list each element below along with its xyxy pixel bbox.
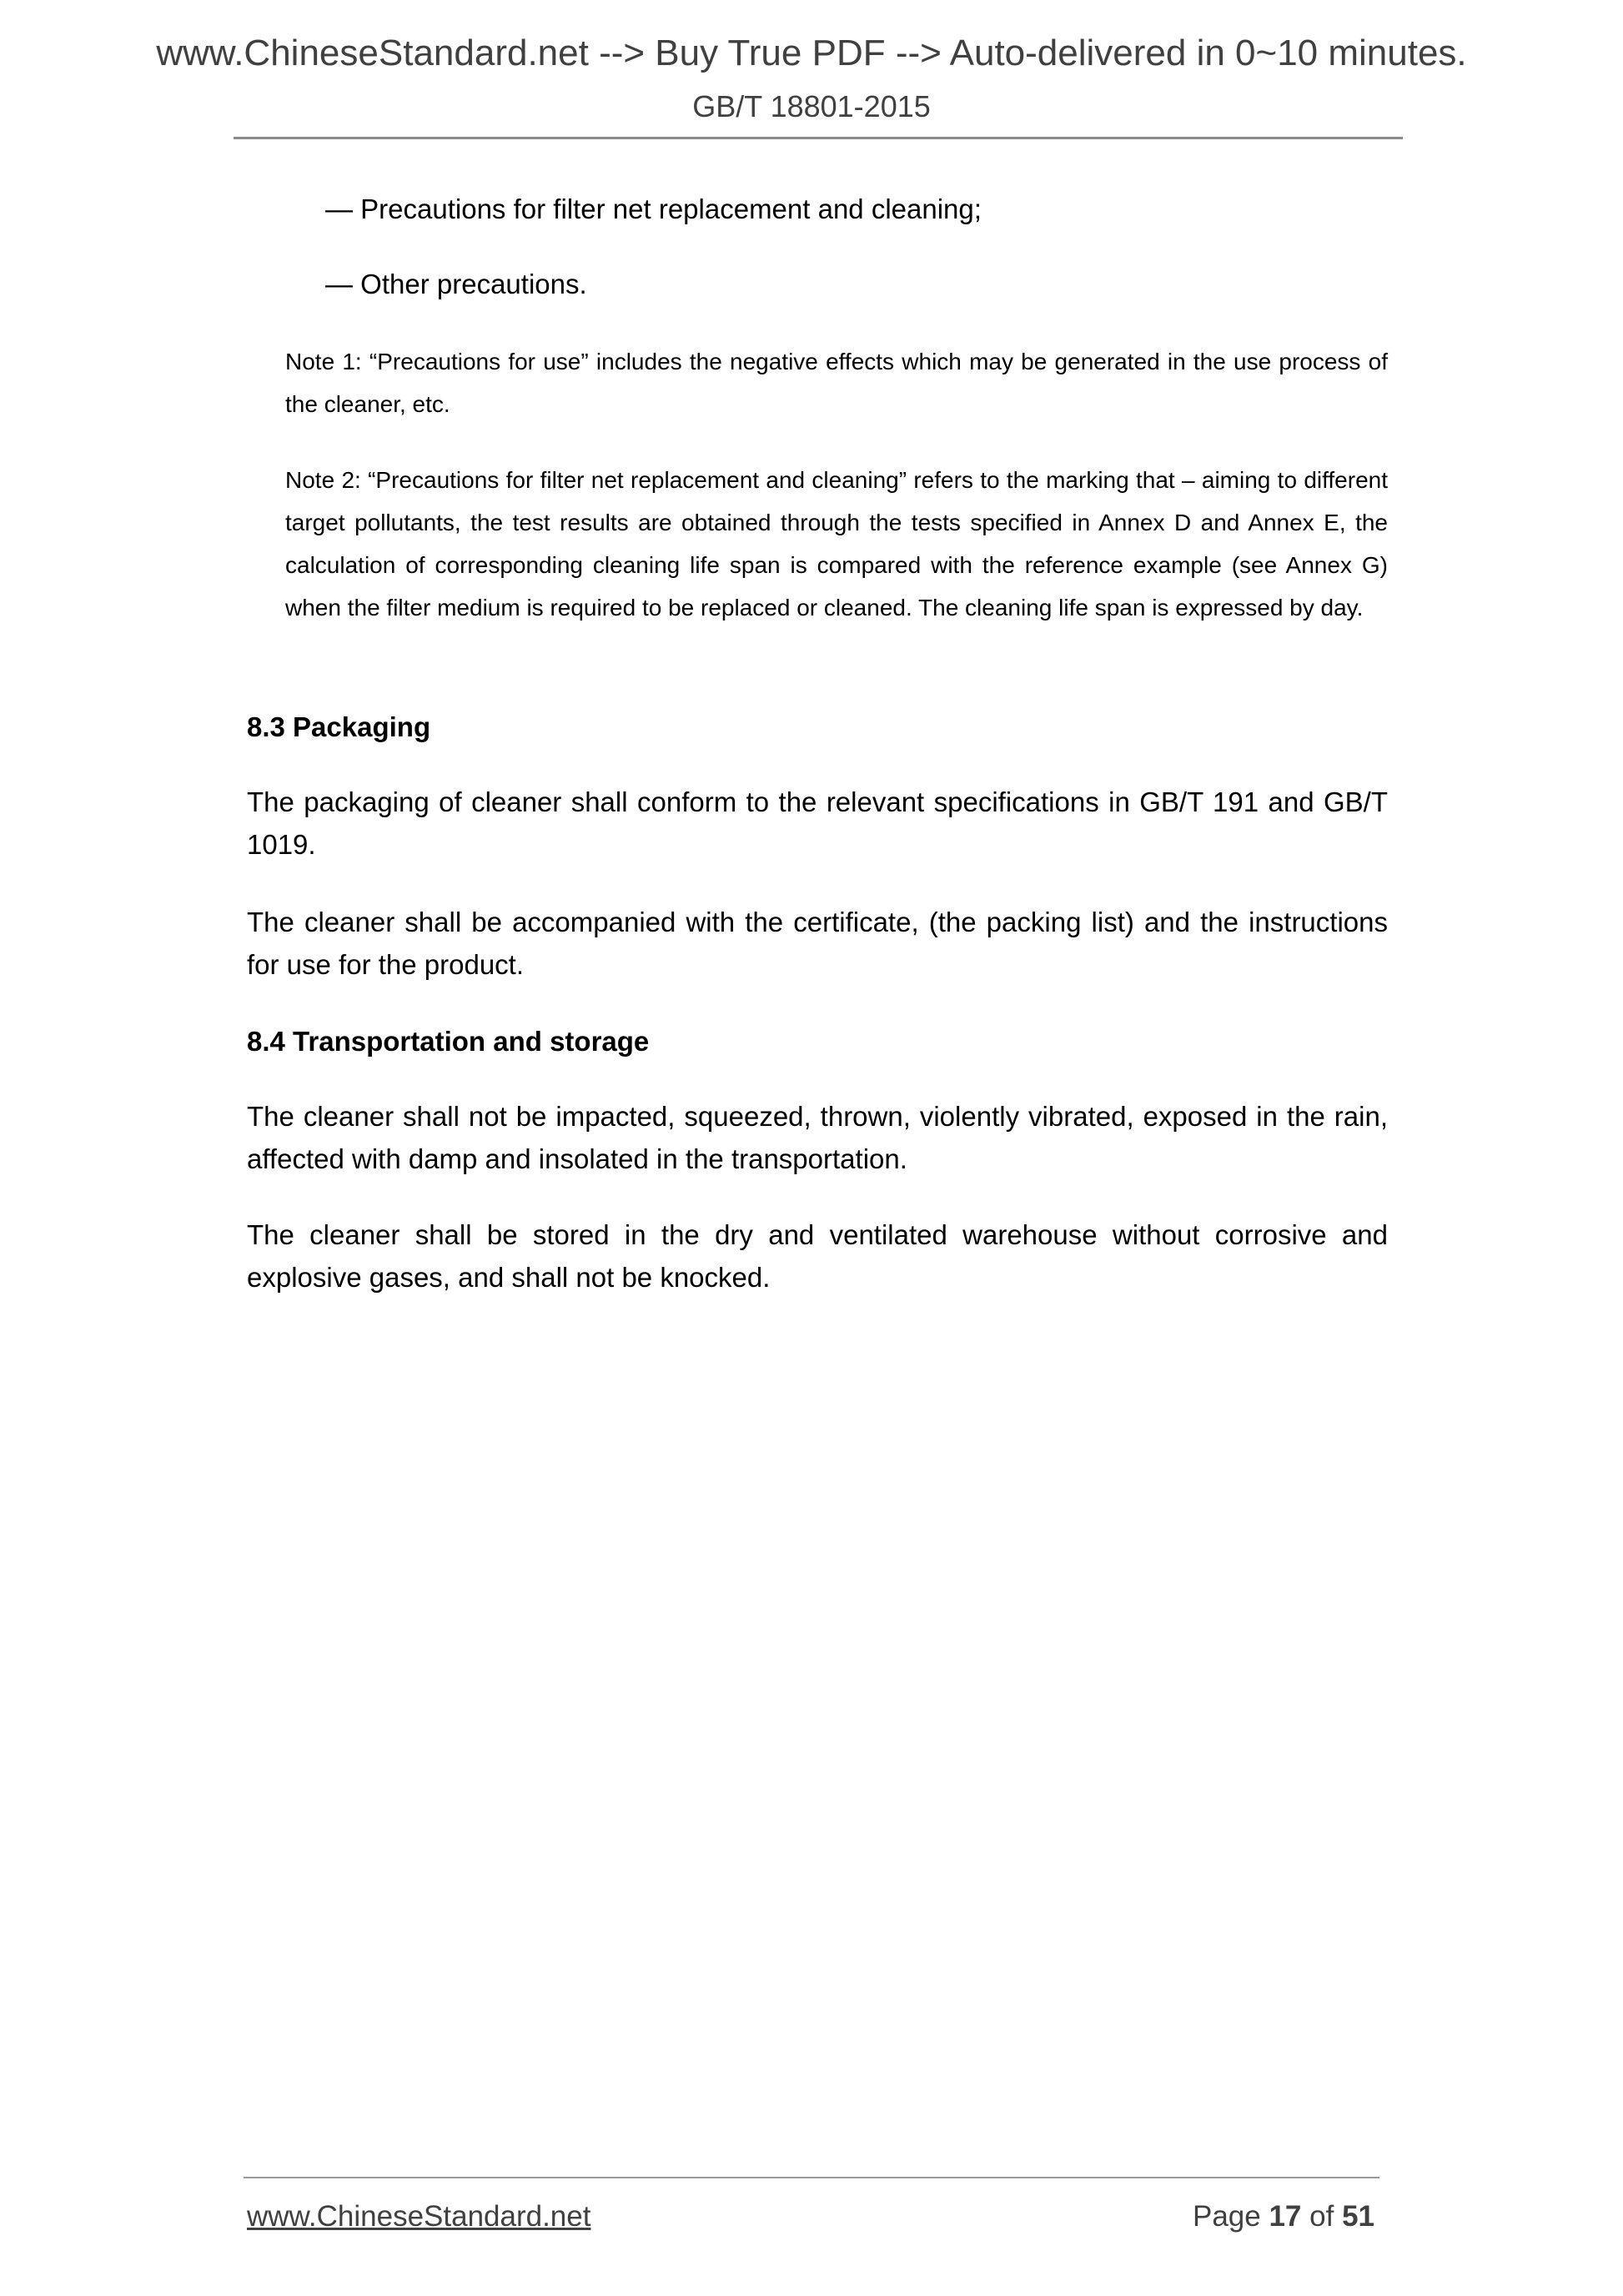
- page-of: of: [1309, 2200, 1334, 2233]
- header-standard-code: GB/T 18801-2015: [692, 89, 931, 123]
- note-2: Note 2: “Precautions for filter net replacement and cleaning” refers to the marking that – aiming to different target pollutants, the test results are obtained through the tests specified in Annex D and Annex E, the calculation of corresponding cleaning life span is compared with the reference example (see Annex G) when the filter medium is required to be replaced or cleaned. The cleaning life span is expressed by day.: [285, 467, 1388, 620]
- paragraph: The packaging of cleaner shall conform to the relevant specifications in GB/T 191 and GB/T 1019.: [247, 786, 1388, 860]
- header-site-banner: www.ChineseStandard.net --> Buy True PDF --> Auto-delivered in 0~10 minutes.: [156, 33, 1467, 73]
- page-current: 17: [1269, 2200, 1302, 2233]
- header-divider: [234, 137, 1403, 139]
- page-prefix: Page: [1192, 2200, 1261, 2233]
- section-heading-transportation: 8.4 Transportation and storage: [247, 1026, 650, 1057]
- paragraph: The cleaner shall not be impacted, squeezed, thrown, violently vibrated, exposed in the rain, affected with damp and insolated in the transportation.: [247, 1101, 1388, 1174]
- section-heading-packaging: 8.3 Packaging: [247, 711, 431, 742]
- page-total: 51: [1342, 2200, 1374, 2233]
- paragraph: The cleaner shall be accompanied with the certificate, (the packing list) and the instructions for use for the product.: [247, 907, 1388, 980]
- note-1: Note 1: “Precautions for use” includes the negative effects which may be generated in the use process of the cleaner, etc.: [285, 349, 1388, 417]
- bullet-item: — Precautions for filter net replacement and cleaning;: [325, 193, 982, 224]
- footer-site-link[interactable]: www.ChineseStandard.net: [247, 2200, 591, 2233]
- footer-divider: [244, 2177, 1379, 2178]
- page-number: [1193, 2200, 1374, 2233]
- paragraph: The cleaner shall be stored in the dry and ventilated warehouse without corrosive and explosive gases, and shall not be knocked.: [247, 1219, 1388, 1293]
- bullet-item: — Other precautions.: [325, 269, 587, 299]
